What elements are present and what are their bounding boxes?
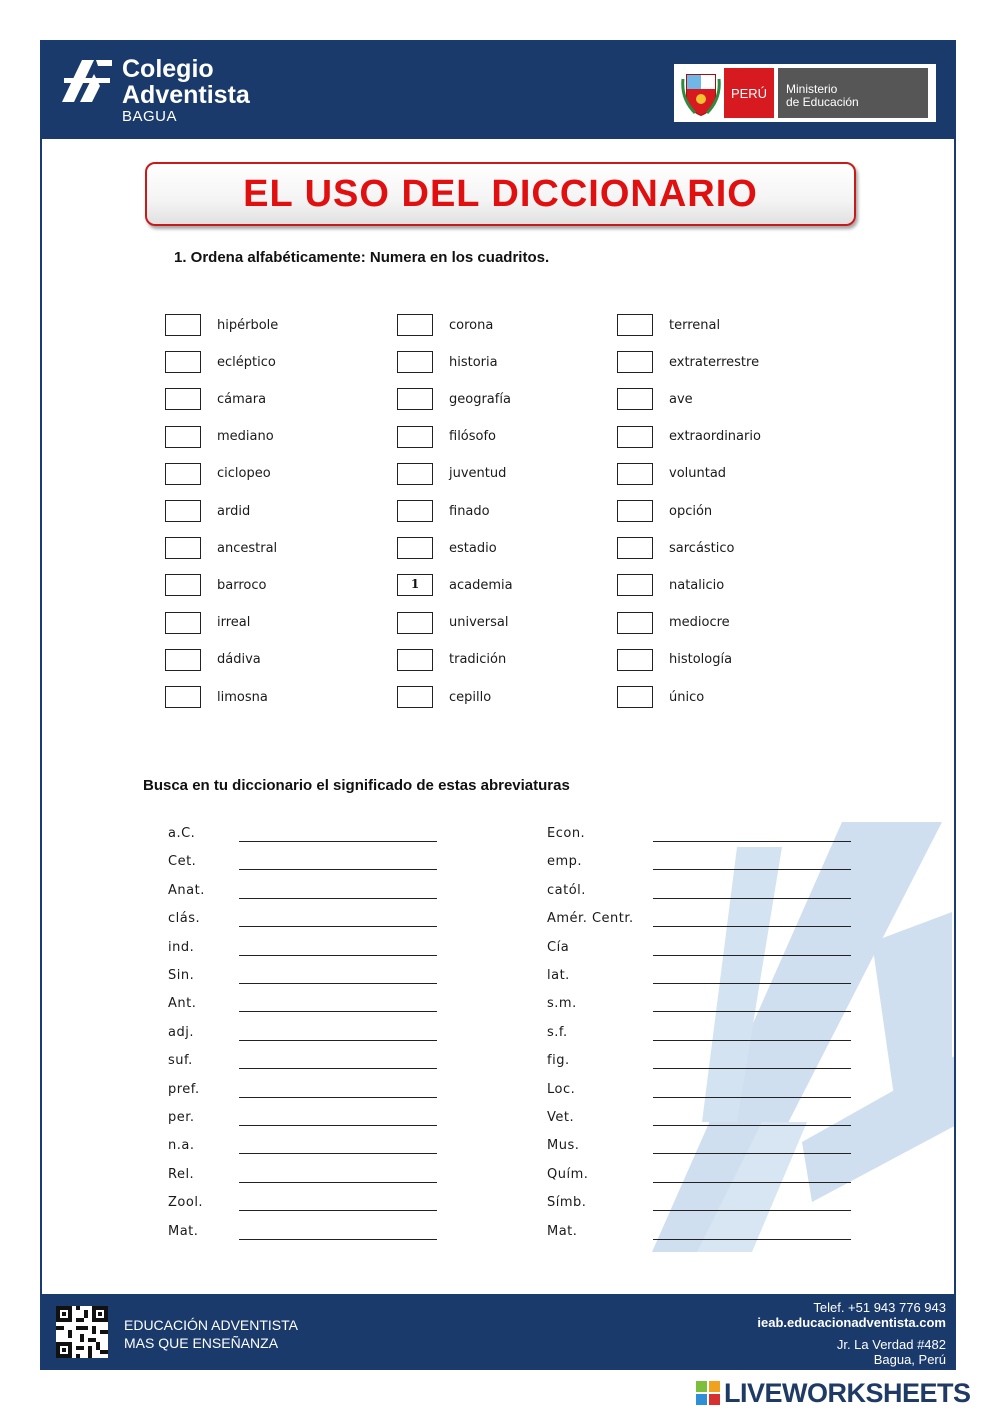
qr-code-icon [56, 1306, 108, 1358]
peru-label: PERÚ [724, 68, 774, 118]
title-banner [145, 162, 856, 226]
word-row [617, 388, 693, 410]
abbreviation-label: Mat. [168, 1223, 199, 1239]
footer-bar [42, 1294, 954, 1370]
abbreviation-label: Cet. [168, 854, 197, 870]
word-row [397, 649, 506, 671]
word-label: barroco [217, 577, 267, 593]
answer-line-input[interactable] [239, 1210, 437, 1211]
abbreviation-label: Zool. [168, 1195, 204, 1211]
word-row [617, 649, 732, 671]
ministry-line-2: de Educación [786, 95, 859, 109]
answer-line-input[interactable] [239, 1011, 437, 1012]
school-brand [122, 56, 250, 126]
word-row [617, 463, 726, 485]
abbreviation-label: adj. [168, 1024, 194, 1040]
answer-line-input[interactable] [653, 1097, 851, 1098]
worksheet-page [40, 40, 956, 1370]
word-row [165, 388, 266, 410]
number-input-box[interactable] [617, 649, 653, 671]
abbreviation-row [547, 826, 853, 844]
answer-line-input[interactable] [653, 869, 851, 870]
abbreviation-label: Mat. [547, 1223, 578, 1239]
abbreviation-row [168, 996, 439, 1014]
word-row [617, 500, 712, 522]
number-input-box[interactable] [397, 314, 433, 336]
word-label: estadio [449, 540, 497, 556]
brand-line-1: Colegio [122, 55, 214, 83]
ministry-label [778, 68, 928, 118]
abbreviation-row [168, 968, 439, 986]
abbreviation-row [547, 1138, 853, 1156]
abbreviation-row [168, 911, 439, 929]
exercise-1-instruction: 1. Ordena alfabéticamente: Numera en los cuadritos. [174, 249, 550, 266]
word-label: mediano [217, 429, 274, 445]
word-label: mediocre [669, 615, 730, 631]
abbreviation-row [547, 1167, 853, 1185]
peru-coat-of-arms-icon [681, 69, 721, 117]
number-input-box[interactable]: 1 [397, 574, 433, 596]
word-label: ardid [217, 503, 251, 519]
liveworksheets-logo-icon [696, 1381, 720, 1405]
number-input-box[interactable] [617, 537, 653, 559]
number-input-box[interactable] [165, 649, 201, 671]
word-label: extraordinario [669, 429, 761, 445]
abbreviation-row [547, 968, 853, 986]
answer-line-input[interactable] [653, 983, 851, 984]
colegio-adventista-logo-icon [60, 56, 114, 104]
word-label: histología [669, 652, 733, 668]
abbreviation-label: s.f. [547, 1024, 568, 1040]
word-label: terrenal [669, 317, 721, 333]
contact-address: Jr. La Verdad #482 [836, 1337, 946, 1352]
word-label: finado [449, 503, 490, 519]
number-input-box[interactable] [617, 686, 653, 708]
number-input-box[interactable] [397, 388, 433, 410]
word-label: academia [449, 577, 513, 593]
header-bar [42, 42, 954, 139]
number-input-box[interactable] [165, 388, 201, 410]
answer-line-input[interactable] [239, 1182, 437, 1183]
word-row [165, 574, 266, 596]
contact-city: Bagua, Perú [873, 1352, 946, 1367]
number-input-box[interactable] [397, 537, 433, 559]
answer-line-input[interactable] [653, 841, 851, 842]
abbreviation-label: Amér. Centr. [547, 911, 634, 927]
word-row [397, 537, 497, 559]
answer-line-input[interactable] [239, 869, 437, 870]
abbreviation-label: s.m. [547, 996, 577, 1012]
word-row [617, 686, 704, 708]
abbreviation-row [547, 854, 853, 872]
number-input-box[interactable] [397, 612, 433, 634]
word-label: cámara [217, 391, 267, 407]
abbreviation-label: per. [168, 1110, 195, 1125]
word-label: geografía [449, 391, 511, 407]
answer-line-input[interactable] [239, 1097, 437, 1098]
liveworksheets-wordmark: LIVEWORKSHEETS [724, 1377, 971, 1408]
abbreviation-row [547, 911, 853, 929]
word-label: irreal [217, 615, 251, 631]
word-row [165, 351, 276, 373]
word-label: sarcástico [669, 540, 735, 556]
word-label: extraterrestre [669, 354, 760, 370]
footer-slogan [124, 1316, 298, 1352]
abbreviation-row [168, 1053, 439, 1071]
number-input-box[interactable] [165, 574, 201, 596]
word-row [397, 314, 493, 336]
answer-line-input[interactable] [653, 1182, 851, 1183]
answer-line-input[interactable] [653, 1125, 851, 1126]
abbreviation-label: pref. [168, 1081, 200, 1097]
answer-line-input[interactable] [653, 1068, 851, 1069]
abbreviation-label: Anat. [168, 882, 205, 898]
abbreviation-label: Sin. [168, 968, 195, 983]
word-label: ave [669, 391, 693, 407]
answer-line-input[interactable] [239, 1153, 437, 1154]
abbreviation-row [547, 1195, 853, 1213]
abbreviation-row [547, 1082, 853, 1100]
abbreviation-label: lat. [547, 968, 570, 983]
abbreviation-row [168, 1167, 439, 1185]
answer-line-input[interactable] [653, 926, 851, 927]
answer-line-input[interactable] [653, 1040, 851, 1041]
abbreviation-label: clás. [168, 911, 201, 927]
abbreviation-label: Econ. [547, 826, 586, 841]
answer-line-input[interactable] [239, 926, 437, 927]
word-label: universal [449, 615, 509, 631]
number-input-box[interactable] [617, 463, 653, 485]
abbreviation-label: suf. [168, 1053, 193, 1069]
contact-website[interactable]: ieab.educacionadventista.com [757, 1315, 946, 1330]
contact-phone: Telef. +51 943 776 943 [813, 1300, 946, 1315]
word-row [397, 686, 491, 708]
number-input-box[interactable] [165, 537, 201, 559]
number-input-box[interactable] [165, 686, 201, 708]
abbreviation-label: catól. [547, 882, 586, 898]
abbreviation-row [168, 883, 439, 901]
abbreviation-label: emp. [547, 854, 583, 870]
abbreviation-row [547, 1110, 853, 1128]
word-row [617, 426, 761, 448]
abbreviation-label: Rel. [168, 1166, 195, 1182]
answer-line-input[interactable] [653, 898, 851, 899]
abbreviation-row [168, 1082, 439, 1100]
slogan-line-2: MAS QUE ENSEÑANZA [124, 1335, 279, 1351]
abbreviation-label: Ant. [168, 996, 197, 1012]
abbreviation-row [168, 1195, 439, 1213]
page-title: EL USO DEL DICCIONARIO [243, 172, 758, 215]
number-input-box[interactable] [617, 426, 653, 448]
abbreviation-row [168, 1224, 439, 1242]
word-label: dádiva [217, 652, 261, 668]
word-label: voluntad [669, 466, 727, 482]
answer-line-input[interactable] [653, 1210, 851, 1211]
answer-line-input[interactable] [653, 1239, 851, 1240]
word-label: opción [669, 503, 713, 519]
abbreviation-row [168, 1110, 439, 1128]
word-label: juventud [449, 466, 507, 482]
ministry-line-1: Ministerio [786, 82, 838, 96]
word-label: corona [449, 317, 494, 333]
answer-line-input[interactable] [653, 1011, 851, 1012]
number-input-box[interactable] [397, 686, 433, 708]
abbreviation-label: Mus. [547, 1138, 580, 1154]
abbreviation-label: Símb. [547, 1195, 587, 1211]
abbreviation-label: Cía [547, 939, 570, 955]
abbreviation-row [547, 940, 853, 958]
word-label: tradición [449, 652, 507, 668]
number-input-box[interactable] [617, 612, 653, 634]
word-row [397, 574, 513, 596]
number-input-box[interactable] [165, 426, 201, 448]
word-row [397, 426, 496, 448]
answer-line-input[interactable] [239, 1125, 437, 1126]
abbreviation-label: a.C. [168, 826, 196, 841]
slogan-line-1: EDUCACIÓN ADVENTISTA [124, 1317, 298, 1333]
answer-line-input[interactable] [239, 983, 437, 984]
word-row [165, 649, 261, 671]
word-row [397, 500, 490, 522]
liveworksheets-brand [696, 1378, 971, 1408]
word-label: ecléptico [217, 354, 276, 370]
word-row [397, 388, 511, 410]
brand-line-2: Adventista [122, 81, 250, 109]
abbreviation-label: n.a. [168, 1138, 195, 1154]
number-input-box[interactable] [617, 388, 653, 410]
number-input-box[interactable] [617, 351, 653, 373]
abbreviation-label: ind. [168, 939, 195, 955]
word-label: ancestral [217, 540, 278, 556]
number-input-box[interactable] [165, 500, 201, 522]
word-row [617, 314, 720, 336]
abbreviation-label: Vet. [547, 1110, 575, 1125]
word-row [617, 351, 759, 373]
word-label: natalicio [669, 577, 725, 593]
answer-line-input[interactable] [239, 1040, 437, 1041]
number-input-box[interactable] [165, 612, 201, 634]
number-input-box[interactable] [165, 314, 201, 336]
word-label: cepillo [449, 689, 492, 705]
abbreviation-row [547, 996, 853, 1014]
word-row [165, 314, 278, 336]
abbreviation-row [168, 1025, 439, 1043]
number-input-box[interactable] [165, 463, 201, 485]
answer-line-input[interactable] [239, 955, 437, 956]
word-label: único [669, 689, 705, 705]
word-row [165, 686, 268, 708]
abbreviation-row [168, 826, 439, 844]
number-input-box[interactable] [617, 574, 653, 596]
number-input-box[interactable] [397, 649, 433, 671]
word-row [397, 463, 506, 485]
answer-line-input[interactable] [239, 1068, 437, 1069]
word-row [617, 537, 735, 559]
answer-line-input[interactable] [239, 1239, 437, 1240]
answer-line-input[interactable] [653, 955, 851, 956]
number-input-box[interactable] [397, 463, 433, 485]
word-row [165, 426, 274, 448]
abbreviation-row [547, 1053, 853, 1071]
word-row [165, 537, 277, 559]
number-input-box[interactable] [397, 351, 433, 373]
number-input-box[interactable] [397, 426, 433, 448]
abbreviation-row [168, 1138, 439, 1156]
abbreviation-row [547, 1224, 853, 1242]
number-input-box[interactable] [617, 500, 653, 522]
answer-line-input[interactable] [653, 1153, 851, 1154]
number-input-box[interactable] [617, 314, 653, 336]
number-input-box[interactable] [165, 351, 201, 373]
abbreviation-label: Quím. [547, 1166, 589, 1182]
abbreviation-row [168, 940, 439, 958]
word-row [165, 463, 271, 485]
number-input-box[interactable] [397, 500, 433, 522]
ministry-logo [674, 64, 936, 122]
word-label: historia [449, 354, 498, 370]
word-label: hipérbole [217, 317, 279, 333]
answer-line-input[interactable] [239, 841, 437, 842]
word-label: filósofo [449, 429, 497, 445]
abbreviation-row [547, 1025, 853, 1043]
word-row [397, 351, 498, 373]
abbreviation-row [547, 883, 853, 901]
abbreviation-label: fig. [547, 1053, 570, 1069]
footer-contact [757, 1300, 946, 1367]
exercise-2-instruction: Busca en tu diccionario el significado de estas abreviaturas [143, 777, 570, 794]
brand-city: BAGUA [122, 108, 178, 125]
word-row [165, 500, 250, 522]
abbreviation-label: Loc. [547, 1081, 576, 1097]
word-row [617, 574, 724, 596]
word-row [165, 612, 250, 634]
word-row [617, 612, 730, 634]
answer-line-input[interactable] [239, 898, 437, 899]
word-label: limosna [217, 689, 268, 705]
word-row [397, 612, 508, 634]
abbreviation-row [168, 854, 439, 872]
word-label: ciclopeo [217, 466, 271, 482]
